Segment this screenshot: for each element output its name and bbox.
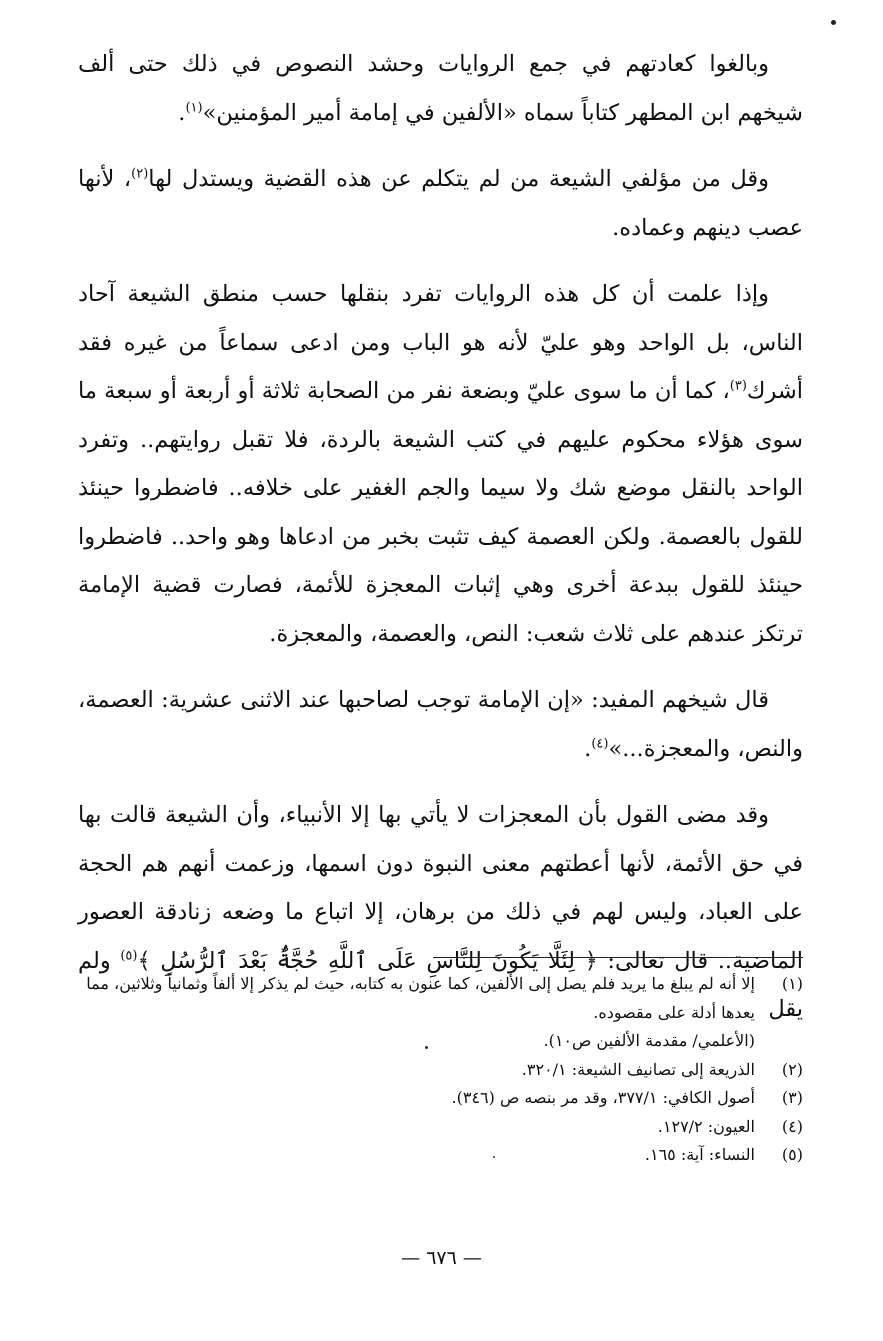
- footnote-number: (٥): [781, 1145, 803, 1164]
- footnote-text: [78, 970, 755, 1056]
- paragraph-text: ولم يقل: [78, 947, 803, 1022]
- scan-speck: [493, 1156, 495, 1158]
- footnote-line: (الأعلمي/ مقدمة الألفين ص١٠).: [543, 1031, 755, 1050]
- footnote-3: [78, 1084, 803, 1113]
- footnote-number: (١): [781, 974, 803, 993]
- footnote-line: الذريعة إلى تصانيف الشيعة: ٣٢٠/١.: [521, 1059, 755, 1079]
- footnote-5: [78, 1141, 803, 1170]
- paragraph-text: وقد مضى القول بأن المعجزات لا يأتي بها إلا الأنبياء، وأن الشيعة قالت بها في حق الأئمة، لأنها أعطتهم معنى النبوة دون اسمها، وزعمت أنهم هم الحجة على العباد، وليس لهم في ذلك من برهان، إلا اتباع ما وضعه زنادقة العصور الماضية.. قال تعالى:: [78, 802, 804, 974]
- scan-speck: [425, 1046, 428, 1049]
- paragraph-text: ، كما أن ما سوى عليّ وبضعة نفر من الصحابة ثلاثة أو أربعة أو سبعة ما سوى هؤلاء محكوم عليهم في كتب الشيعة بالردة، فلا تقبل روايتهم.. وتفرد الواحد بالنقل موضع شك ولا سيما والجم الغفير على خلافه.. فاضطروا حينئذ للقول بالعصمة. ولكن العصمة كيف تثبت بخبر من ادعاها وهو واحد.. فاضطروا حينئذ للقول ببدعة أخرى وهي إثبات المعجزة للأئمة، فصارت قضية الإمامة ترتكز عندهم على ثلاث شعب: النص، والعصمة، والمعجزة.: [78, 378, 803, 647]
- quran-verse: ﴿ لِئَلَّا يَكُونَ لِلنَّاسِ عَلَى ٱللَّهِ حُجَّةٌۢ بَعْدَ ٱلرُّسُلِ ﴾: [137, 947, 598, 974]
- footnote-2: [78, 1056, 803, 1085]
- main-text: [78, 40, 803, 1052]
- paragraph-text: وإذا علمت أن كل هذه الروايات تفرد بنقلها حسب منطق الشيعة آحاد الناس، بل الواحد وهو عليّ لأنه هو الباب ومن ادعى سماعاً من غيره فقد أشرك: [78, 281, 803, 404]
- footnote-4: [78, 1113, 803, 1142]
- footnote-1: [78, 970, 803, 1056]
- footnote-line: العيون: ١٢٧/٢.: [657, 1116, 755, 1136]
- footnote-ref[interactable]: (٤): [591, 736, 609, 751]
- footnote-separator: [433, 957, 803, 958]
- paragraph-text: وبالغوا كعادتهم في جمع الروايات وحشد النصوص في ذلك حتى ألف شيخهم ابن المطهر كتاباً سماه «الألفين في إمامة أمير المؤمنين»: [78, 51, 803, 126]
- footnotes: [78, 970, 803, 1170]
- paragraph-3: [78, 270, 803, 658]
- paragraph-text: قال شيخهم المفيد: «إن الإمامة توجب لصاحبها عند الاثنى عشرية: العصمة، والنص، والمعجزة...»: [78, 687, 803, 762]
- corner-dot: [831, 20, 836, 25]
- footnote-ref[interactable]: (٣): [729, 378, 747, 394]
- paragraph-text: ، لأنها عصب دينهم وعماده.: [78, 166, 803, 241]
- footnote-line: إلا أنه لم يبلغ ما يريد فلم يصل إلى الألفين، كما عنون به كتابه، حيث لم يذكر إلا ألفاً وثمانياً وثلاثين، مما يعدها أدلة على مقصوده.: [86, 974, 755, 1022]
- footnote-line: أصول الكافي: ٣٧٧/١، وقد مر بنصه ص (٣٤٦).: [451, 1088, 755, 1107]
- footnote-number: (٣): [781, 1088, 803, 1107]
- footnote-ref[interactable]: (٥): [120, 948, 138, 963]
- paragraph-2: [78, 155, 803, 252]
- paragraph-text: .: [178, 99, 186, 126]
- paragraph-1: [78, 40, 803, 137]
- paragraph-4: [78, 676, 803, 773]
- footnote-ref[interactable]: (١): [185, 100, 203, 115]
- page-number: — ٦٧٦ —: [401, 1247, 482, 1269]
- paragraph-text: .: [584, 735, 592, 762]
- footnote-line: النساء: آية: ١٦٥.: [644, 1145, 755, 1164]
- footnote-number: (٢): [781, 1059, 803, 1079]
- footnote-number: (٤): [781, 1116, 803, 1136]
- footnote-ref[interactable]: (٢): [131, 166, 149, 182]
- paragraph-text: وقل من مؤلفي الشيعة من لم يتكلم عن هذه القضية ويستدل لها: [148, 166, 769, 192]
